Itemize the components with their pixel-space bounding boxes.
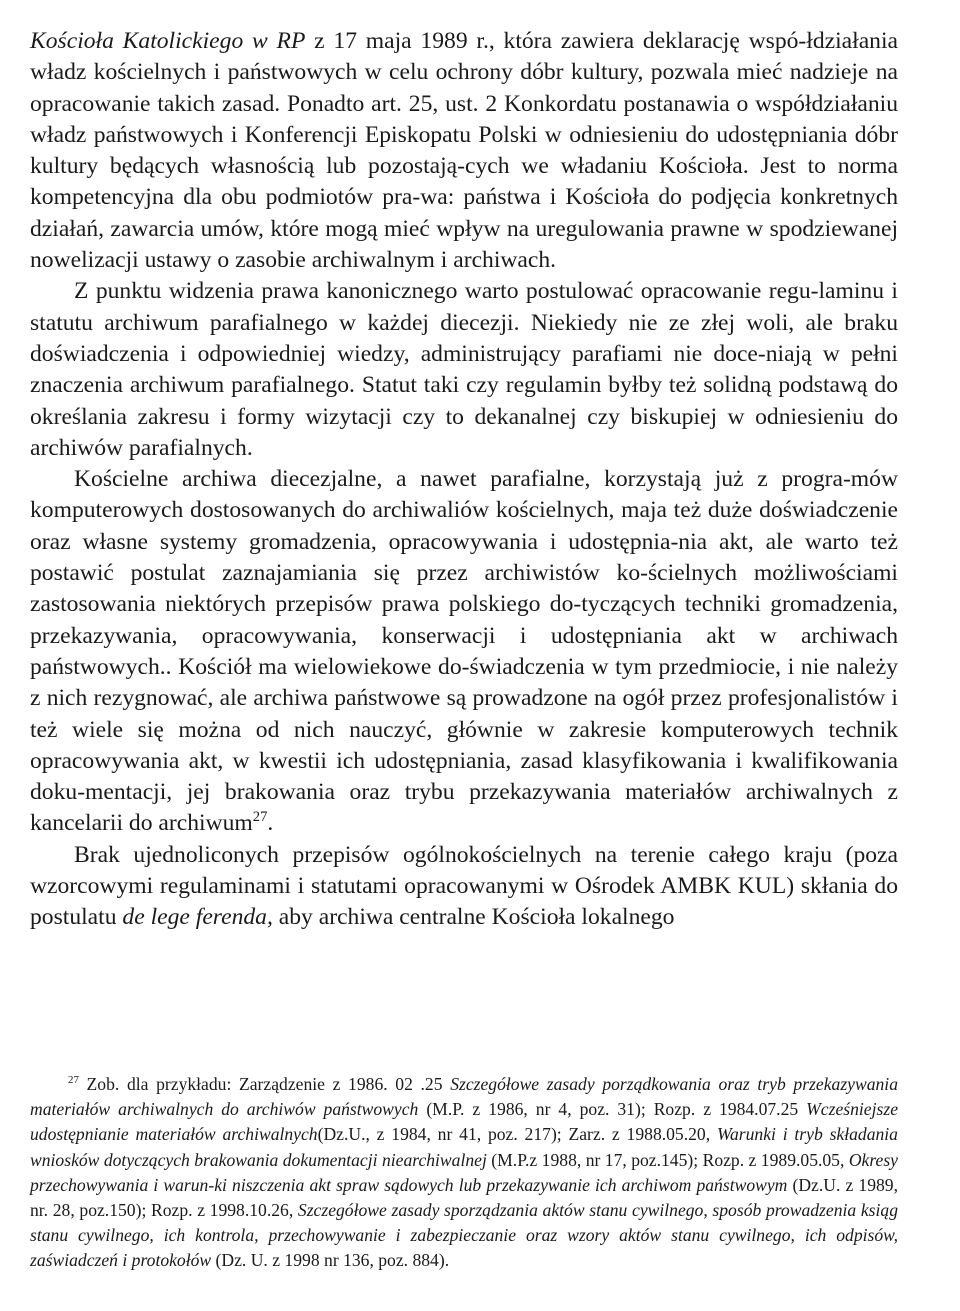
footnotes bbox=[30, 1072, 898, 1274]
text-segment: Kościoła Katolickiego w RP bbox=[30, 28, 306, 54]
text-segment: (Dz. U. z 1998 nr 136, poz. 884). bbox=[211, 1250, 450, 1271]
footnote-27 bbox=[30, 1072, 898, 1274]
main-text bbox=[30, 26, 898, 934]
text-segment: Warunki i tryb składania wniosków dotyczących brakowania dokumentacji niearchiwalnej bbox=[30, 1124, 898, 1170]
text-segment: Szczegółowe zasady sporządzania aktów stanu cywilnego, sposób prowadzenia ksiąg stanu cywilnego, ich kontrola, przechowywanie i zabezpieczanie oraz wzory aktów stanu cywilnego, ich odpisów, zaświadczeń i protokołów bbox=[30, 1200, 898, 1271]
text-segment: Brak ujednoliconych przepisów ogólnokościelnych na terenie całego kraju (poza wzorcowymi regulaminami i statutami opracowanymi w Ośrodek AMBK KUL) skłania do postulatu bbox=[30, 841, 898, 931]
text-segment: Kościelne archiwa diecezjalne, a nawet parafialne, korzystają już z progra-mów komputerowych dostosowanych do archiwaliów kościelnych, maja też duże doświadczenie oraz własne systemy gromadzenia, opracowywania i udostępnia-nia akt, ale warto też postawić postulat zaznajamiania się przez archiwistów ko-ścielnych możliwościami zastosowania niektórych przepisów prawa polskiego do-tyczących techniki gromadzenia, przekazywania, opracowywania, konserwacji i udostępniania akt w archiwach państwowych.. Kościół ma wielowiekowe do-świadczenia w tym przedmiocie, i nie należy z nich rezygnować, ale archiwa państwowe są prowadzone na ogół przez profesjonalistów i też wiele się można od nich nauczyć, głównie w zakresie komputerowych technik opracowywania akt, w kwestii ich udostępniania, zasad klasyfikowania i kwalifikowania doku-mentacji, jej brakowania oraz trybu przekazywania materiałów archiwalnych z kancelarii do archiwum bbox=[30, 466, 898, 837]
paragraph-1 bbox=[30, 26, 898, 276]
text-segment: z 17 maja 1989 r., która zawiera deklarację wspó-łdziałania władz kościelnych i państwowych w celu ochrony dóbr kultury, pozwala mieć nadzieje na opracowanie takich zasad. Ponadto art. 25, ust. 2 Konkordatu postanawia o współdziałaniu władz państwowych i Konferencji Episkopatu Polski w odniesieniu do udostępniania dóbr kultury będących własnością lub pozostają-cych we władaniu Kościoła. Jest to norma kompetencyjna dla obu podmiotów pra-wa: państwa i Kościoła do podjęcia konkretnych działań, zawarcia umów, które mogą mieć wpływ na uregulowania prawne w spodziewanej nowelizacji ustawy o zasobie archiwalnym i archiwach. bbox=[30, 28, 898, 274]
text-segment: (Dz.U., z 1984, nr 41, poz. 217); Zarz. z 1988.05.20, bbox=[317, 1124, 717, 1145]
text-segment: (M.P.z 1988, nr 17, poz.145); Rozp. z 1989.05.05, bbox=[486, 1149, 849, 1170]
footnote-reference: 27 bbox=[252, 809, 268, 826]
text-segment: Zob. dla przykładu: Zarządzenie z 1986. 02 .25 bbox=[78, 1074, 451, 1094]
paragraph-2 bbox=[30, 276, 898, 464]
text-segment: (M.P. z 1986, nr 4, poz. 31); Rozp. z 1984.07.25 bbox=[418, 1099, 807, 1120]
text-segment: Szczegółowe zasady porządkowania oraz tryb przekazywania materiałów archiwalnych do archiwów państwowych bbox=[30, 1074, 898, 1120]
text-segment: (Dz.U. z 1989, nr. 28, poz.150); Rozp. z 1998.10.26, bbox=[30, 1174, 898, 1221]
footnote-number: 27 bbox=[68, 1074, 79, 1087]
text-segment: aby archiwa centralne Kościoła lokalnego bbox=[272, 904, 675, 931]
text-segment: . bbox=[267, 810, 274, 837]
paragraph-3 bbox=[30, 464, 898, 840]
text-segment: Wcześniejsze udostępnianie materiałów archiwalnych bbox=[30, 1099, 899, 1145]
text-segment: Okresy przechowywania i warun-ki niszczenia akt spraw sądowych lub przekazywanie ich archiwom państwowym bbox=[30, 1149, 898, 1195]
text-segment: Z punktu widzenia prawa kanonicznego warto postulować opracowanie regu-laminu i statutu archiwum parafialnego w każdej diecezji. Niekiedy nie ze złej woli, ale braku doświadczenia i odpowiedniej wiedzy, administrujący parafiami nie doce-niają w pełni znaczenia archiwum parafialnego. Statut taki czy regulamin byłby też solidną podstawą do określania zakresu i formy wizytacji czy to dekanalnej czy biskupiej w odniesieniu do archiwów parafialnych. bbox=[30, 278, 898, 461]
text-segment: de lege ferenda, bbox=[122, 904, 273, 931]
paragraph-4 bbox=[30, 840, 898, 934]
